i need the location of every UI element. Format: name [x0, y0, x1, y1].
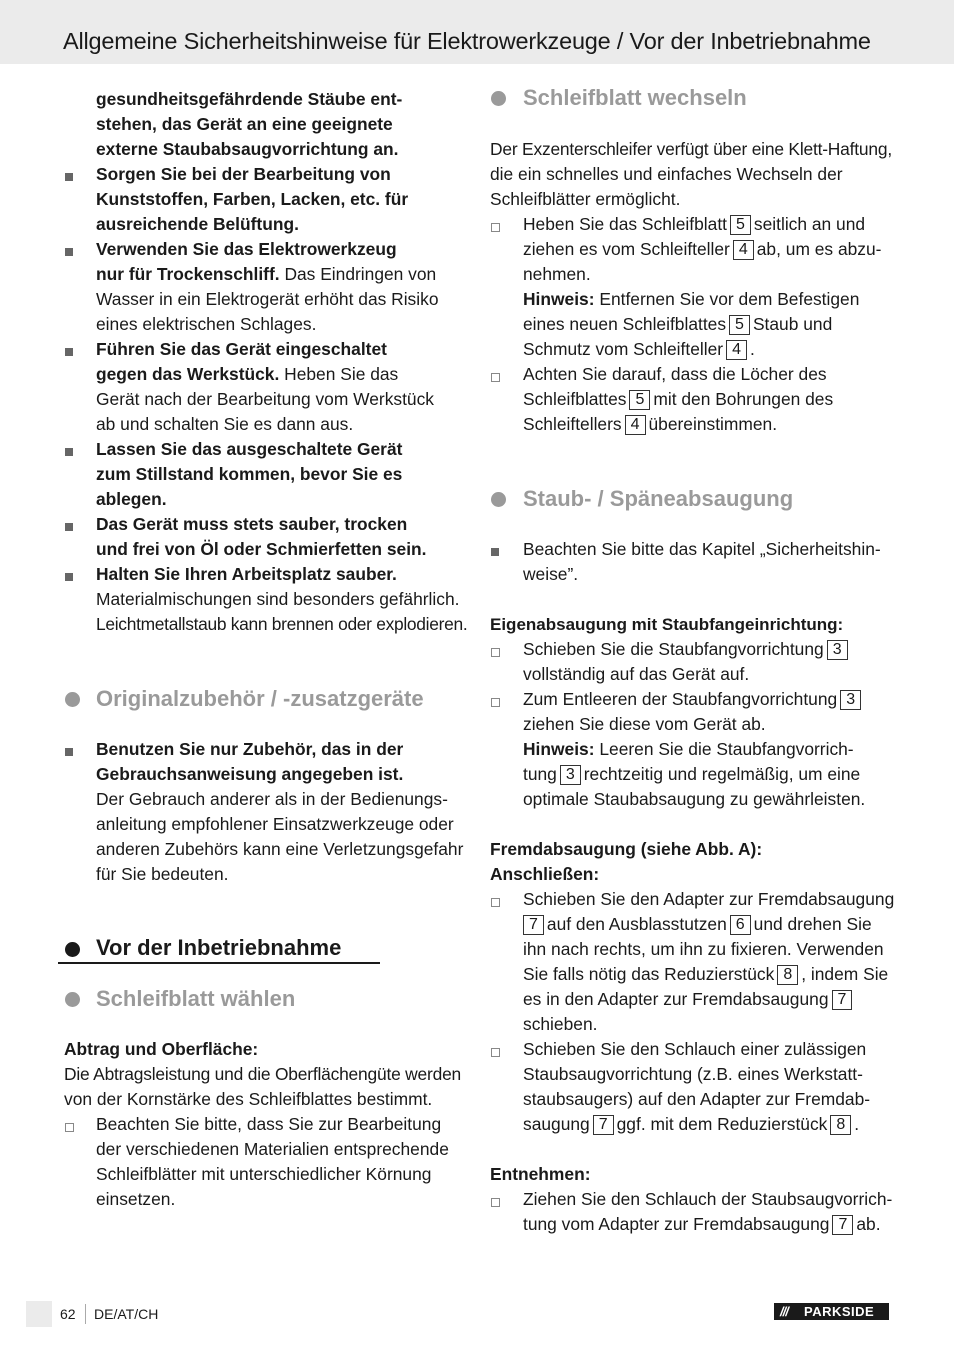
checkbox-icon: [491, 1048, 500, 1057]
text-line: tung 3 rechtzeitig und regelmäßig, um eine: [523, 764, 861, 784]
checkbox-icon: [491, 648, 500, 657]
logo-wordmark: PARKSIDE: [804, 1304, 875, 1319]
text-line: ziehen es vom Schleifteller 4 ab, um es abzu-: [523, 239, 882, 259]
ref-number-box: 5: [629, 390, 650, 410]
text-line: Gerät nach der Bearbeitung vom Werkstück: [96, 389, 434, 409]
heading-dot-icon: [65, 942, 80, 957]
ref-number-box: 7: [832, 990, 853, 1010]
bullet-icon: [65, 173, 73, 181]
text-line: tung vom Adapter zur Fremdabsaugung 7 ab.: [523, 1214, 881, 1234]
checkbox-icon: [65, 1123, 74, 1132]
checkbox-icon: [491, 223, 500, 232]
text-line: zum Stillstand kommen, bevor Sie es: [96, 464, 403, 484]
text-line: 7 auf den Ausblasstutzen 6 und drehen Sie: [523, 912, 872, 937]
ref-number-box: 4: [625, 415, 646, 435]
ref-number-box: 7: [832, 1215, 853, 1235]
text-line: eines neuen Schleifblattes 5 Staub und: [523, 314, 833, 334]
text-line: anderen Zubehörs kann eine Verletzungsgefahr: [96, 839, 464, 859]
text-line: Das Gerät muss stets sauber, trocken: [96, 514, 408, 534]
text-line: gesundheitsgefährdende Stäube ent-: [96, 89, 403, 109]
text-line: ihn nach rechts, um ihn zu fixieren. Verwenden: [523, 939, 884, 959]
heading-inbetriebnahme: Vor der Inbetriebnahme: [96, 935, 342, 960]
text-line: Schieben Sie die Staubfangvorrichtung 3: [523, 637, 851, 662]
ref-number-box: 7: [593, 1115, 614, 1135]
text-line: Schleifblätter ermöglicht.: [490, 189, 681, 209]
text-line: Beachten Sie bitte das Kapitel „Sicherheitshin-: [523, 539, 881, 559]
page-header: [0, 0, 954, 64]
subheading-abtrag: Abtrag und Oberfläche:: [64, 1039, 259, 1059]
text-line: Materialmischungen sind besonders gefährlich.: [96, 589, 460, 609]
ref-number-box: 8: [830, 1115, 851, 1135]
text-line: Sie falls nötig das Reduzierstück 8 , indem Sie: [523, 964, 889, 984]
text-line: für Sie bedeuten.: [96, 864, 229, 884]
bullet-icon: [65, 523, 73, 531]
text-line: Heben Sie das Schleifblatt 5 seitlich an und: [523, 214, 866, 234]
text-line: Gebrauchsanweisung angegeben ist.: [96, 764, 404, 784]
text-line: die ein schnelles und einfaches Wechseln der: [490, 164, 843, 184]
text-line: Sorgen Sie bei der Bearbeitung von: [96, 164, 391, 184]
heading-schleifblatt-waehlen: Schleifblatt wählen: [96, 986, 296, 1011]
heading-dot-icon: [65, 992, 80, 1007]
footer-divider: [85, 1304, 86, 1324]
bullet-icon: [65, 748, 73, 756]
footer-marker: [26, 1301, 52, 1327]
checkbox-icon: [491, 898, 500, 907]
text-line: eines elektrischen Schlages.: [96, 314, 317, 334]
page-title: Allgemeine Sicherheitshinweise für Elektrowerkzeuge / Vor der Inbetriebnahme: [63, 28, 871, 54]
region-code: DE/AT/CH: [94, 1306, 159, 1322]
text-line: optimale Staubabsaugung zu gewährleisten.: [523, 789, 866, 809]
text-line: ziehen Sie diese vom Gerät ab.: [523, 714, 766, 734]
text-line: staubsaugers) auf den Adapter zur Fremdab-: [523, 1089, 871, 1109]
ref-number-box: 6: [730, 915, 751, 935]
text-line: Kunststoffen, Farben, Lacken, etc. für: [96, 189, 409, 209]
text-line: Lassen Sie das ausgeschaltete Gerät: [96, 439, 403, 459]
checkbox-icon: [491, 698, 500, 707]
heading-zubehoer: Originalzubehör / -zusatzgeräte: [96, 686, 424, 711]
text-line: Schieben Sie den Schlauch einer zulässigen: [523, 1039, 867, 1059]
text-line: Achten Sie darauf, dass die Löcher des: [523, 364, 827, 384]
text-line: externe Staubabsaugvorrichtung an.: [96, 139, 399, 159]
text-line: Zum Entleeren der Staubfangvorrichtung 3: [523, 687, 864, 712]
text-line: Beachten Sie bitte, dass Sie zur Bearbeitung: [96, 1114, 442, 1134]
ref-number-box: 5: [730, 215, 751, 235]
heading-schleifblatt-wechseln: Schleifblatt wechseln: [523, 85, 747, 110]
text-line: Schieben Sie den Adapter zur Fremdabsaugung: [523, 889, 895, 909]
ref-number-box: 3: [840, 690, 861, 710]
text-line: es in den Adapter zur Fremdabsaugung 7: [523, 987, 855, 1012]
text-line: der verschiedenen Materialien entsprechende: [96, 1139, 449, 1159]
bullet-icon: [65, 348, 73, 356]
heading-dot-icon: [491, 492, 506, 507]
text-line: ablegen.: [96, 489, 167, 509]
subheading-eigenabsaugung: Eigenabsaugung mit Staubfangeinrichtung:: [490, 615, 844, 634]
text-line: Schleifblätter mit unterschiedlicher Körnung: [96, 1164, 432, 1184]
ref-number-box: 3: [827, 640, 848, 660]
text-line: Wasser in ein Elektrogerät erhöht das Risiko: [96, 289, 439, 309]
text-line: einsetzen.: [96, 1189, 176, 1209]
checkbox-icon: [491, 1198, 500, 1207]
heading-dot-icon: [491, 91, 506, 106]
text-line: ausreichende Belüftung.: [96, 214, 299, 234]
text-line: nehmen.: [523, 264, 591, 284]
bullet-icon: [65, 448, 73, 456]
text-line: und frei von Öl oder Schmierfetten sein.: [96, 539, 427, 559]
text-line: anleitung empfohlener Einsatzwerkzeuge oder: [96, 814, 454, 834]
subheading-anschliessen: Anschließen:: [490, 864, 600, 884]
text-line: Schmutz vom Schleifteller 4 .: [523, 339, 755, 359]
text-line: Leichtmetallstaub kann brennen oder explodieren.: [96, 614, 468, 634]
ref-number-box: 4: [733, 240, 754, 260]
text-line: Benutzen Sie nur Zubehör, das in der: [96, 739, 404, 759]
text-line: Staubsaugvorrichtung (z.B. eines Werkstatt-: [523, 1064, 863, 1084]
ref-number-box: 8: [777, 965, 798, 985]
text-line: Verwenden Sie das Elektrowerkzeug: [96, 239, 397, 259]
bullet-icon: [65, 248, 73, 256]
logo-stripes-icon: ///: [780, 1304, 788, 1319]
text-line: ab und schalten Sie es dann aus.: [96, 414, 354, 434]
text-line: vollständig auf das Gerät auf.: [523, 664, 750, 684]
text-line: stehen, das Gerät an eine geeignete: [96, 114, 393, 134]
text-line: schieben.: [523, 1014, 598, 1034]
text-line: Der Gebrauch anderer als in der Bedienungs-: [96, 789, 448, 809]
ref-number-box: 7: [523, 915, 544, 935]
parkside-logo: [774, 1303, 889, 1320]
subheading-entnehmen: Entnehmen:: [490, 1164, 591, 1184]
ref-number-box: 5: [729, 315, 750, 335]
text-line: Der Exzenterschleifer verfügt über eine Klett-Haftung,: [490, 139, 892, 159]
text-line: Schleiftellers 4 übereinstimmen.: [523, 414, 778, 434]
text-line: von der Kornstärke des Schleifblattes bestimmt.: [64, 1089, 433, 1109]
text-line: saugung 7 ggf. mit dem Reduzierstück 8 .: [523, 1114, 860, 1134]
text-line: nur für Trockenschliff. Das Eindringen von: [96, 264, 437, 284]
bullet-icon: [65, 573, 73, 581]
text-line: gegen das Werkstück. Heben Sie das: [96, 364, 399, 384]
checkbox-icon: [491, 373, 500, 382]
text-line: Die Abtragsleistung und die Oberflächengüte werden: [64, 1064, 462, 1084]
heading-staub: Staub- / Späneabsaugung: [523, 486, 794, 511]
text-line: Hinweis: Entfernen Sie vor dem Befestigen: [523, 289, 860, 309]
text-line: Ziehen Sie den Schlauch der Staubsaugvorrich-: [523, 1189, 893, 1209]
text-line: Schleifblattes 5 mit den Bohrungen des: [523, 389, 834, 409]
bullet-icon: [491, 548, 499, 556]
page-number: 62: [60, 1306, 76, 1322]
text-line: Führen Sie das Gerät eingeschaltet: [96, 339, 387, 359]
heading-dot-icon: [65, 692, 80, 707]
ref-number-box: 3: [560, 765, 581, 785]
text-line: weise”.: [523, 564, 579, 584]
text-line: Halten Sie Ihren Arbeitsplatz sauber.: [96, 564, 397, 584]
ref-number-box: 4: [726, 340, 747, 360]
text-line: Hinweis: Leeren Sie die Staubfangvorrich-: [523, 739, 854, 759]
subheading-fremdabsaugung: Fremdabsaugung (siehe Abb. A):: [490, 839, 763, 859]
heading-underline: [58, 962, 380, 964]
